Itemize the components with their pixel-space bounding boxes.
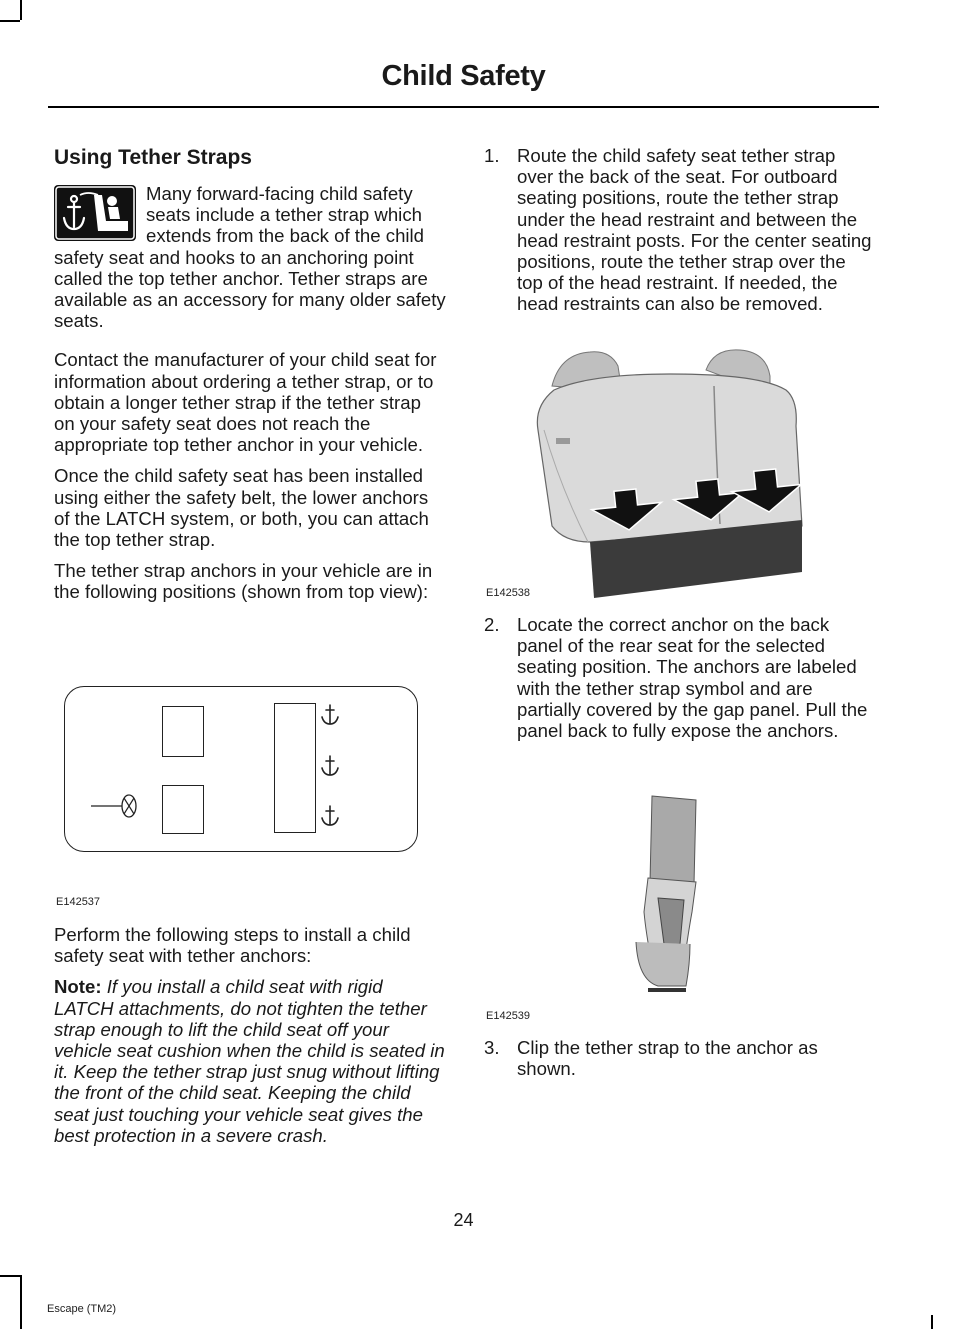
child-seat-tether-icon (54, 185, 136, 241)
crop-mark (20, 1275, 22, 1329)
footer-model: Escape (TM2) (47, 1303, 117, 1315)
step-text: Route the child safety seat tether strap over the back of the seat. For outboard seating positions, route the tether strap under the head restraint and between the head restraint posts. For the center seating positions, route the tether strap over the top of the head restraint. If needed, the head restraints can also be removed. (517, 145, 872, 315)
step-number: 1. (484, 145, 500, 166)
rear-bench-seat (274, 703, 316, 833)
right-column-step2 (484, 614, 876, 749)
left-column-lower (54, 924, 446, 1156)
crop-mark (931, 1315, 933, 1329)
paragraph-install: Once the child safety seat has been installed using either the safety belt, the lower anchors of the LATCH system, or both, you can attach the top tether strap. (54, 465, 429, 551)
anchor-position-diagram (64, 686, 418, 852)
steering-wheel-icon (91, 791, 139, 821)
paragraph-positions: The tether strap anchors in your vehicle are in the following positions (shown from top view): (54, 560, 433, 603)
intro-paragraph (54, 183, 446, 331)
note-label: Note: (54, 976, 102, 998)
right-column-step3 (484, 1037, 876, 1087)
left-column (54, 145, 446, 613)
intro-text: Many forward-facing child safety seats include a tether strap which extends from the back of the child safety seat and hooks to an anchoring point called the top tether anchor. Tether straps are available as an accessory for many older safety seats. (54, 183, 446, 332)
crop-mark (20, 0, 22, 20)
figure-id: E142539 (486, 1010, 531, 1022)
anchor-icon (319, 754, 341, 778)
front-seat-right (162, 706, 204, 757)
figure-id: E142538 (486, 587, 531, 599)
anchor-icon (319, 703, 341, 727)
paragraph-contact: Contact the manufacturer of your child seat for information about ordering a tether strap, or to obtain a longer tether strap if the tether strap on your safety seat does not reach the appropriate top tether anchor in your vehicle. (54, 349, 437, 456)
crop-mark (0, 20, 20, 22)
step-text: Locate the correct anchor on the back panel of the rear seat for the selected seating position. The anchors are labeled with the tether strap symbol and are partially covered by the gap panel. Pull the panel back to fully expose the anchors. (517, 614, 868, 742)
note-text: If you install a child seat with rigid LATCH attachments, do not tighten the tether strap enough to lift the child seat off your vehicle seat cushion when the child is seated in it. Keep the tether strap just snug without lifting the front of the child seat. Keeping the child seat just touching your vehicle seat gives the best protection in a severe crash. (54, 976, 445, 1146)
step-number: 2. (484, 614, 500, 635)
paragraph-steps-intro: Perform the following steps to install a child safety seat with tether anchors: (54, 924, 411, 967)
step-number: 3. (484, 1037, 500, 1058)
anchor-icon (319, 804, 341, 828)
crop-mark (0, 1275, 20, 1277)
section-heading: Using Tether Straps (54, 146, 252, 169)
front-seat-left (162, 785, 204, 834)
note-paragraph (54, 976, 446, 1146)
tether-anchor-illustration (628, 794, 698, 994)
page-number: 24 (453, 1210, 474, 1230)
step-item (484, 1037, 876, 1079)
step-item (484, 614, 876, 741)
step-text: Clip the tether strap to the anchor as shown. (517, 1037, 818, 1080)
rear-seat-illustration (530, 346, 815, 604)
page-title: Child Safety (381, 60, 546, 92)
figure-id: E142537 (56, 896, 101, 908)
right-column (484, 145, 876, 323)
step-item (484, 145, 876, 315)
title-divider (48, 106, 879, 108)
